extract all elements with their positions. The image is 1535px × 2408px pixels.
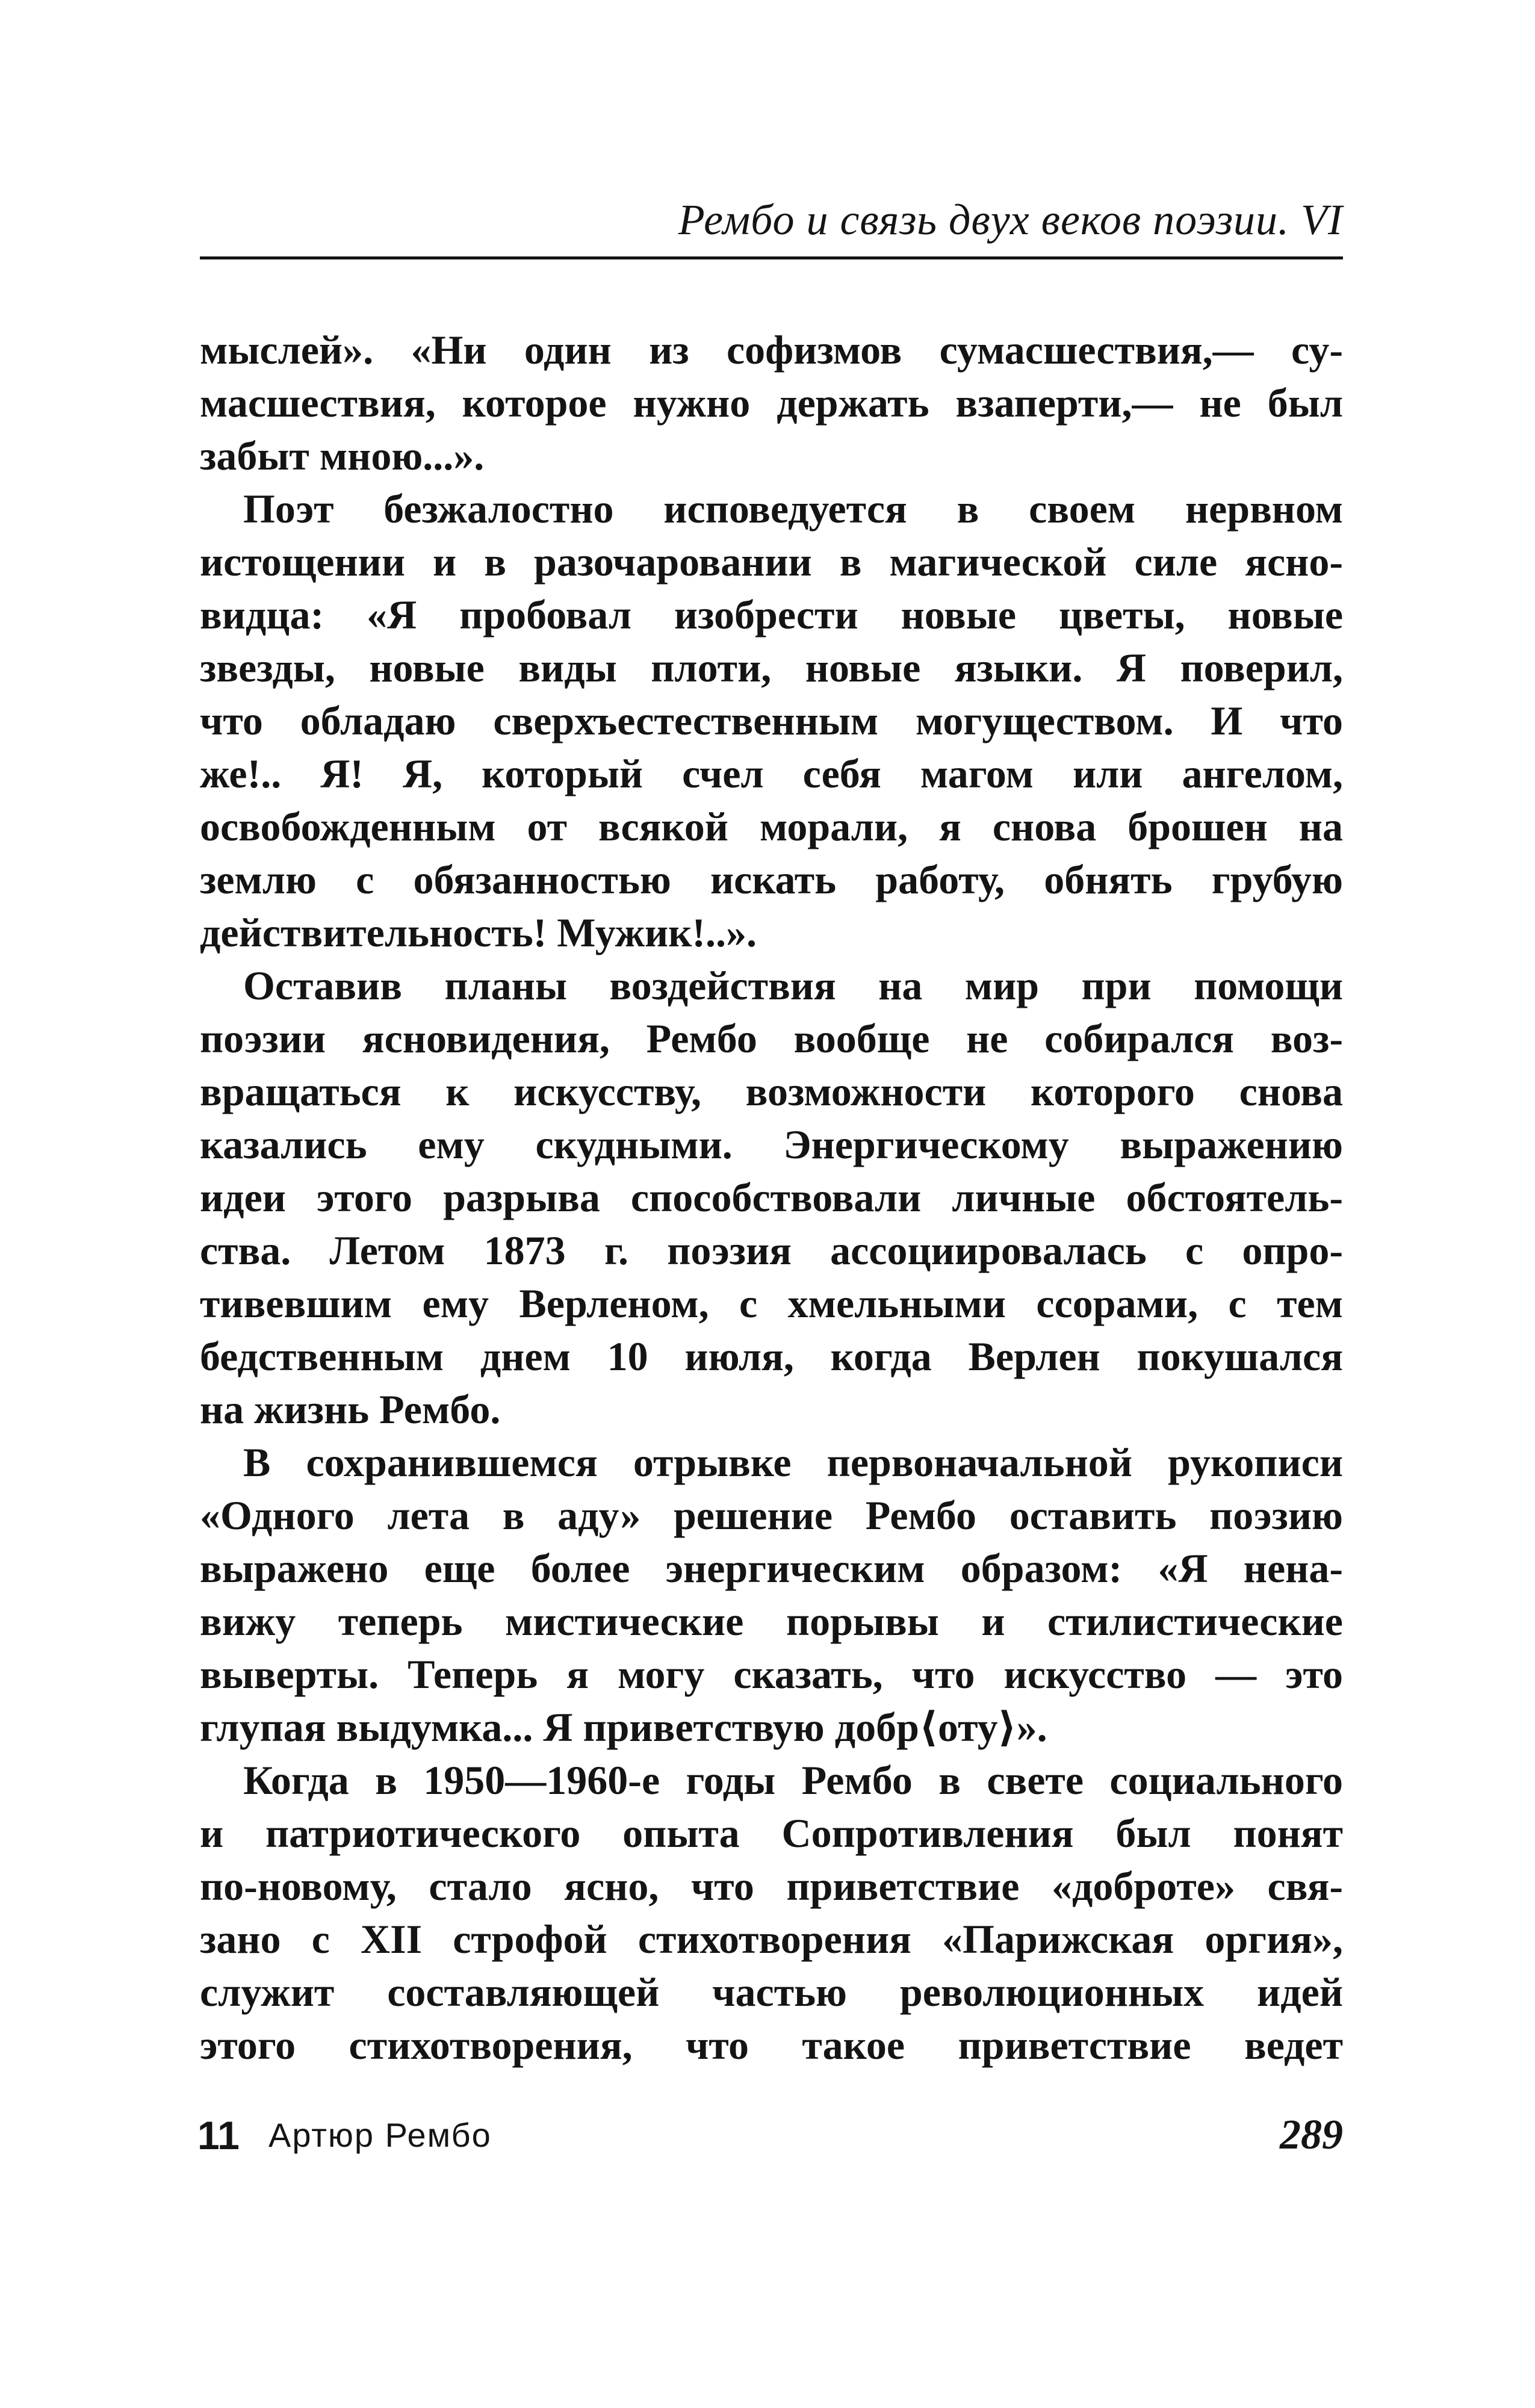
text-line: глупая выдумка... Я приветствую добр⟨оту⟩». [200, 1704, 1047, 1750]
text-line: служит составляющей частью революционных идей [200, 1969, 1343, 2015]
text-line: бедственным днем 10 июля, когда Верлен покушался [200, 1333, 1343, 1379]
text-line: ства. Летом 1873 г. поэзия ассоциировалась с опро- [200, 1227, 1343, 1273]
paragraph [200, 959, 1343, 1436]
text-line: и патриотического опыта Сопротивления был понят [200, 1810, 1343, 1856]
text-line: звезды, новые виды плоти, новые языки. Я поверил, [200, 645, 1343, 690]
text-line: забыт мною...». [200, 433, 485, 479]
text-line: мыслей». «Ни один из софизмов сумасшествия,— су- [200, 327, 1343, 373]
page-number: 289 [1280, 2112, 1343, 2158]
text-line: идеи этого разрыва способствовали личные обстоятель- [200, 1175, 1343, 1220]
page-body [200, 323, 1343, 2071]
text-line: В сохранившемся отрывке первоначальной рукописи [243, 1439, 1343, 1485]
text-line: зано с XII строфой стихотворения «Парижская оргия», [200, 1916, 1343, 1962]
signature-number: 11 [197, 2113, 240, 2158]
text-line: освобожденным от всякой морали, я снова брошен на [200, 804, 1343, 849]
text-line: видца: «Я пробовал изобрести новые цветы, новые [200, 592, 1343, 638]
paragraph [200, 482, 1343, 959]
running-head: Рембо и связь двух веков поэзии. VI [678, 196, 1343, 244]
text-line: поэзии ясновидения, Рембо вообще не собирался воз- [200, 1016, 1343, 1061]
text-line: Поэт безжалостно исповедуется в своем нервном [243, 486, 1343, 532]
text-line: этого стихотворения, что такое приветствие ведет [200, 2022, 1343, 2068]
text-line: вижу теперь мистические порывы и стилистические [200, 1598, 1343, 1644]
text-line: масшествия, которое нужно держать взаперти,— не был [200, 380, 1343, 426]
text-line: выражено еще более энергическим образом: «Я нена- [200, 1545, 1343, 1591]
text-line: землю с обязанностью искать работу, обнять грубую [200, 857, 1343, 902]
paragraph [200, 1754, 1343, 2071]
text-line: на жизнь Рембо. [200, 1386, 501, 1432]
text-line: истощении и в разочаровании в магической силе ясно- [200, 539, 1343, 585]
header-rule [200, 256, 1343, 259]
text-line: Когда в 1950—1960-е годы Рембо в свете социального [243, 1757, 1343, 1803]
text-line: казались ему скудными. Энергическому выражению [200, 1122, 1343, 1167]
text-line: выверты. Теперь я могу сказать, что искусство — это [200, 1651, 1343, 1697]
text-line: вращаться к искусству, возможности которого снова [200, 1069, 1343, 1114]
text-line: же!.. Я! Я, который счел себя магом или ангелом, [200, 751, 1343, 796]
signature-title: Артюр Рембо [268, 2116, 492, 2154]
text-line: действительность! Мужик!..». [200, 910, 757, 955]
paragraph [200, 323, 1343, 482]
text-line: тивевшим ему Верленом, с хмельными ссорами, с тем [200, 1280, 1343, 1326]
text-line: по-новому, стало ясно, что приветствие «доброте» свя- [200, 1863, 1343, 1909]
text-line: что обладаю сверхъестественным могуществом. И что [200, 698, 1343, 743]
page-footer [197, 2107, 1343, 2164]
paragraph [200, 1436, 1343, 1754]
text-line: Оставив планы воздействия на мир при помощи [243, 963, 1343, 1008]
text-line: «Одного лета в аду» решение Рембо оставить поэзию [200, 1492, 1343, 1538]
